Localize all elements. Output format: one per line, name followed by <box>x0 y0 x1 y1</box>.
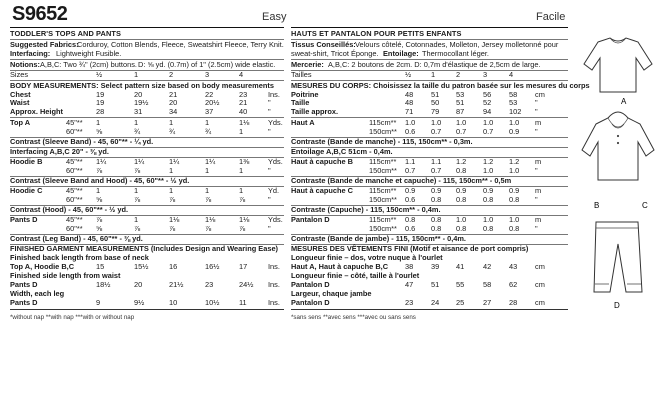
french-section <box>291 29 590 410</box>
body-row-label: Chest <box>10 89 31 99</box>
entoilage-label: Entoilage: <box>383 48 419 58</box>
yardage-value: 1.1 <box>405 156 416 166</box>
finished-caption: Finished side length from waist <box>10 270 121 280</box>
finished-value: 38 <box>405 262 414 271</box>
finished-value: 23 <box>405 297 414 307</box>
finished-row-label: Pantalon D <box>291 279 330 289</box>
yardage-value: 1.0 <box>483 215 494 225</box>
finished-value: 9 <box>96 297 101 307</box>
yardage-value: 1¼ <box>205 156 216 166</box>
garment-label: Top A <box>10 117 31 127</box>
notions-abc: A,B,C: Two ¾" (2cm) buttons. <box>40 59 137 69</box>
yardage-value: 1 <box>205 117 210 127</box>
yardage-value: 1.0 <box>405 117 416 127</box>
yardage-value: 1.0 <box>509 117 520 127</box>
body-row-value: 22 <box>205 89 214 99</box>
yardage-value: 1 <box>96 186 101 195</box>
finished-value: 58 <box>483 279 492 289</box>
finished-value: 62 <box>509 279 518 289</box>
yardage-value: 1.0 <box>483 165 494 175</box>
yardage-unit: Yd. <box>268 186 280 195</box>
fabric-width: 45"** <box>66 215 83 225</box>
body-row-label: Approx. Height <box>10 107 63 117</box>
fabrics-label: Suggested Fabrics: <box>10 40 79 49</box>
finished-row-label: Pants D <box>10 279 38 289</box>
level-english: Easy <box>262 11 287 23</box>
body-row-value: 51 <box>431 89 440 99</box>
yardage-unit: " <box>535 224 538 233</box>
fabric-width: 60"** <box>66 126 83 136</box>
interfacing-text: Lightweight Fusible. <box>56 48 122 58</box>
header-rule-fr <box>291 27 568 28</box>
fabric-width: 115cm** <box>369 156 397 166</box>
yardage-value: 1.2 <box>483 156 494 166</box>
fabric-width: 150cm** <box>369 165 397 175</box>
yardage-unit: " <box>268 126 271 136</box>
body-row-value: 87 <box>456 107 465 117</box>
body-row-value: 56 <box>483 89 492 99</box>
garment-label: Haut à capuche C <box>291 186 354 195</box>
yardage-rule <box>291 117 568 118</box>
body-row-value: 58 <box>509 89 518 99</box>
body-row-value: 19½ <box>134 98 149 108</box>
body-row-value: 94 <box>483 107 492 117</box>
yardage-value: 0.8 <box>431 215 442 225</box>
contrast-line: Contraste (Bande de manche et capuche) - 115, 150cm** - 0,5m <box>291 175 512 185</box>
yardage-value: 0.9 <box>431 186 442 195</box>
sizes-rule-top <box>291 70 568 71</box>
garment-label: Haut à capuche B <box>291 156 354 166</box>
sizes-label: Tailles <box>291 70 312 80</box>
body-row-value: 53 <box>456 89 465 99</box>
block-rule <box>291 215 568 216</box>
body-row-unit: " <box>535 98 538 108</box>
finished-value: 24½ <box>239 279 254 289</box>
finished-value: 28 <box>509 297 518 307</box>
hoodie-sketch <box>582 112 654 180</box>
finished-value: 20 <box>134 279 143 289</box>
yardage-value: 1 <box>239 165 244 175</box>
finished-value: 42 <box>483 262 492 271</box>
yardage-value: ¾ <box>134 126 141 136</box>
body-row-unit: " <box>535 107 538 117</box>
finished-value: 10 <box>169 297 178 307</box>
yardage-value: 1 <box>205 165 210 175</box>
yardage-value: ⅞ <box>96 215 103 225</box>
yardage-value: 1 <box>239 126 244 136</box>
contrast-line: Contraste (Capuche) - 115, 150cm** - 0,4m. <box>291 205 441 214</box>
size-col-0: ½ <box>405 70 412 80</box>
yardage-value: 0.8 <box>431 224 442 233</box>
size-col-1: 1 <box>134 70 139 80</box>
finished-value: 51 <box>431 279 440 289</box>
body-row-value: 19 <box>96 98 105 108</box>
yardage-value: 1¼ <box>96 156 107 166</box>
fabrics-label: Tissus Conseillés: <box>291 40 356 49</box>
fabric-width: 60"** <box>66 224 83 233</box>
notions-label: Notions: <box>10 59 40 69</box>
finished-row-label: Top A, Hoodie B,C <box>10 262 75 271</box>
yardage-value: 0.9 <box>456 186 467 195</box>
garment-label: Hoodie B <box>10 156 43 166</box>
yardage-value: 0.6 <box>405 224 416 233</box>
yardage-value: 1⅛ <box>239 215 250 225</box>
body-row-value: 50 <box>431 98 440 108</box>
body-row-value: 34 <box>169 107 178 117</box>
finished-value: 9½ <box>134 297 145 307</box>
finished-caption: Width, each leg <box>10 288 65 298</box>
body-row-value: 40 <box>239 107 248 117</box>
yardage-value: 0.8 <box>431 194 442 204</box>
yardage-value: 1⅜ <box>239 156 250 166</box>
finished-value: 16½ <box>205 262 220 271</box>
yardage-value: ⅞ <box>205 194 212 204</box>
garment-label: Pants D <box>10 215 38 225</box>
body-row-value: 21 <box>169 89 178 99</box>
entoilage-text: Thermocollant léger. <box>422 48 489 58</box>
yardage-unit: m <box>535 186 542 195</box>
body-measurements-header: MESURES DU CORPS: Choisissez la taille du patron basée sur les mesures du corps <box>291 80 590 90</box>
level-french: Facile <box>536 11 566 23</box>
bottom-rule <box>10 309 284 310</box>
yardage-unit: " <box>268 194 271 204</box>
yardage-value: 0.8 <box>456 194 467 204</box>
body-row-value: 23 <box>239 89 248 99</box>
yardage-unit: Yds. <box>268 156 283 166</box>
finished-value: 15 <box>96 262 105 271</box>
body-row-value: 51 <box>456 98 465 108</box>
label-c: C <box>642 201 648 210</box>
garment-label: Hoodie C <box>10 186 43 195</box>
bottom-rule <box>291 309 568 310</box>
yardage-value: ⅞ <box>169 194 176 204</box>
body-row-unit: Ins. <box>268 89 280 99</box>
finished-value: 16 <box>169 262 178 271</box>
finished-unit: Ins. <box>268 279 280 289</box>
yardage-value: 1.2 <box>509 156 520 166</box>
body-row-value: 31 <box>134 107 143 117</box>
top-a-sketch <box>584 38 652 92</box>
finished-unit: cm <box>535 297 545 307</box>
yardage-value: 1.2 <box>456 156 467 166</box>
yardage-value: 0.9 <box>509 186 520 195</box>
contrast-line: Contrast (Hood) - 45, 60"** - ½ yd. <box>10 205 129 214</box>
yardage-value: 0.9 <box>509 126 520 136</box>
mercerie-text: A,B,C: 2 boutons de 2cm. D: 0,7m d'élastique de 2,5cm de large. <box>328 59 541 69</box>
finished-value: 43 <box>509 262 518 271</box>
yardage-value: ⅞ <box>134 165 141 175</box>
yardage-value: 1.0 <box>509 165 520 175</box>
yardage-value: 1 <box>134 215 139 225</box>
yardage-value: ⅞ <box>96 165 103 175</box>
body-row-value: 48 <box>405 98 414 108</box>
yardage-unit: m <box>535 156 542 166</box>
yardage-value: 1.0 <box>509 215 520 225</box>
fabric-width: 60"** <box>66 165 83 175</box>
fabric-width: 45"** <box>66 156 83 166</box>
fabric-width: 150cm** <box>369 224 397 233</box>
english-section <box>10 30 286 410</box>
finished-unit: Ins. <box>268 297 280 307</box>
yardage-value: 1 <box>96 117 101 127</box>
fabric-width: 115cm** <box>369 215 397 225</box>
sizes-label: Sizes <box>10 70 29 80</box>
yardage-value: 0.7 <box>456 126 467 136</box>
yardage-value: 1 <box>134 186 139 195</box>
yardage-value: 0.6 <box>405 126 416 136</box>
yardage-value: 0.6 <box>405 194 416 204</box>
body-row-value: 53 <box>509 98 518 108</box>
body-row-value: 79 <box>431 107 440 117</box>
yardage-value: 1 <box>239 186 244 195</box>
yardage-unit: m <box>535 117 542 127</box>
finished-header: FINISHED GARMENT MEASUREMENTS (Includes Design and Wearing Ease) <box>10 244 279 254</box>
finished-value: 23 <box>205 279 214 289</box>
body-row-value: 19 <box>96 89 105 99</box>
fabric-width: 60"** <box>66 194 83 204</box>
yardage-value: 0.8 <box>509 224 520 233</box>
fabric-width: 150cm** <box>369 194 397 204</box>
size-col-4: 4 <box>509 70 514 80</box>
yardage-value: 1.0 <box>456 215 467 225</box>
finished-value: 11 <box>239 297 247 307</box>
finished-value: 25 <box>456 297 465 307</box>
mercerie-label: Mercerie: <box>291 59 324 69</box>
finished-unit: Ins. <box>268 262 280 271</box>
footnote: *without nap **with nap ***with or without nap <box>10 313 135 321</box>
finished-value: 17 <box>239 262 248 271</box>
body-row-value: 20 <box>169 98 178 108</box>
yardage-value: 1 <box>134 117 139 127</box>
size-col-3: 3 <box>205 70 210 80</box>
fabrics-text: Velours côtelé, Cotonnades, Molleton, Jersey molletonné pour <box>355 40 559 49</box>
yardage-value: 1 <box>205 186 210 195</box>
yardage-value: 0.7 <box>483 126 494 136</box>
body-row-label: Taille approx. <box>291 107 339 117</box>
size-col-1: 1 <box>431 70 436 80</box>
yardage-value: ⅞ <box>134 224 141 233</box>
body-row-unit: cm <box>535 89 545 99</box>
interfacing-label: Interfacing: <box>10 48 51 58</box>
contrast-line: Interfacing A,B,C 20" - ⅜ yd. <box>10 146 109 156</box>
body-row-unit: " <box>268 98 271 108</box>
yardage-unit: " <box>268 165 271 175</box>
yardage-value: 0.8 <box>456 165 467 175</box>
size-col-2: 2 <box>169 70 174 80</box>
fabrics-text: Corduroy, Cotton Blends, Fleece, Sweatshirt Fleece, Terry Knit. <box>77 40 284 49</box>
yardage-value: ⅝ <box>96 194 103 204</box>
yardage-value: 0.9 <box>483 186 494 195</box>
finished-value: 15½ <box>134 262 149 271</box>
section-title: HAUTS ET PANTALON POUR PETITS ENFANTS <box>291 29 462 38</box>
yardage-unit: Yds. <box>268 117 283 127</box>
pattern-number: S9652 <box>12 3 68 25</box>
contrast-line: Contraste (Bande de manche) - 115, 150cm** - 0,3m. <box>291 136 473 146</box>
yardage-value: ¾ <box>169 126 176 136</box>
finished-caption: Finished back length from base of neck <box>10 253 149 263</box>
finished-value: 10½ <box>205 297 220 307</box>
yardage-value: 0.8 <box>509 194 520 204</box>
yardage-value: 0.7 <box>431 126 442 136</box>
fabric-width: 115cm** <box>369 117 397 127</box>
finished-value: 47 <box>405 279 414 289</box>
yardage-unit: m <box>535 215 542 225</box>
yardage-unit: " <box>535 194 538 204</box>
yardage-value: 1⅛ <box>239 117 250 127</box>
finished-value: 55 <box>456 279 465 289</box>
finished-caption: Largeur, chaque jambe <box>291 288 372 298</box>
yardage-value: 0.9 <box>405 186 416 195</box>
yardage-value: 0.7 <box>431 165 442 175</box>
body-row-value: 71 <box>405 107 414 117</box>
garment-label: Haut A <box>291 117 315 127</box>
body-row-value: 48 <box>405 89 414 99</box>
yardage-value: 1 <box>169 165 174 175</box>
yardage-value: 1¼ <box>169 156 180 166</box>
yardage-value: 0.8 <box>483 224 494 233</box>
contrast-line: Contraste (Bande de jambe) - 115, 150cm** - 0,4m. <box>291 234 466 244</box>
yardage-value: ¾ <box>205 126 212 136</box>
fabric-width: 150cm** <box>369 126 397 136</box>
finished-row-label: Pantalon D <box>291 297 330 307</box>
finished-caption: Longueur finie – côté, taille à l'ourlet <box>291 270 420 280</box>
fabric-width: 45"** <box>66 186 83 195</box>
body-row-value: 37 <box>205 107 214 117</box>
size-col-4: 4 <box>239 70 244 80</box>
finished-value: 21½ <box>169 279 184 289</box>
section-title: TODDLER'S TOPS AND PANTS <box>10 29 122 38</box>
yardage-value: 1 <box>169 117 174 127</box>
notions-d: D: ⅝ yd. (0.7m) of 1" (2.5cm) wide elastic. <box>138 59 276 69</box>
garment-illustrations <box>574 32 662 312</box>
yardage-value: 1.1 <box>431 156 442 166</box>
body-row-value: 52 <box>483 98 492 108</box>
contrast-line: Contrast (Sleeve Band and Hood) - 45, 60"** - ½ yd. <box>10 175 190 185</box>
finished-value: 24 <box>431 297 440 307</box>
fabric-width: 45"** <box>66 117 83 127</box>
size-col-0: ½ <box>96 70 103 80</box>
yardage-value: ⅞ <box>134 194 141 204</box>
yardage-value: ⅞ <box>239 194 246 204</box>
yardage-value: 1.0 <box>456 117 467 127</box>
yardage-value: 0.8 <box>456 224 467 233</box>
body-row-value: 21 <box>239 98 248 108</box>
yardage-value: 1 <box>169 186 174 195</box>
yardage-unit: " <box>268 224 271 233</box>
body-row-label: Poitrine <box>291 89 319 99</box>
yardage-value: 1¼ <box>134 156 145 166</box>
label-b: B <box>594 201 600 210</box>
body-row-label: Taille <box>291 98 310 108</box>
yardage-value: 1⅛ <box>205 215 216 225</box>
contrast-line: Contrast (Sleeve Band) - 45, 60"** - ¼ yd. <box>10 136 154 146</box>
header-rule-en <box>10 27 284 28</box>
size-col-3: 3 <box>483 70 488 80</box>
yardage-value: 1⅛ <box>169 215 180 225</box>
footnote: *sans sens **avec sens ***avec ou sans sens <box>291 313 416 321</box>
body-row-value: 20 <box>134 89 143 99</box>
finished-row-label: Pants D <box>10 297 38 307</box>
body-row-value: 102 <box>509 107 522 117</box>
yardage-value: ⅞ <box>205 224 212 233</box>
finished-value: 41 <box>456 262 465 271</box>
finished-value: 18½ <box>96 279 111 289</box>
fabric-width: 115cm** <box>369 186 397 195</box>
yardage-unit: Yds. <box>268 215 283 225</box>
garment-label: Pantalon D <box>291 215 330 225</box>
contrast-line: Entoilage A,B,C 51cm - 0,4m. <box>291 146 393 156</box>
yardage-value: 1.0 <box>431 117 442 127</box>
yardage-unit: " <box>535 126 538 136</box>
fabrics-text-2: sweat-shirt, Tricot Éponge. <box>291 48 379 58</box>
body-row-value: 28 <box>96 107 105 117</box>
yardage-value: 0.8 <box>483 194 494 204</box>
label-d: D <box>614 301 620 310</box>
yardage-value: 0.7 <box>405 165 416 175</box>
contrast-line: Contrast (Leg Band) - 45, 60"** - ⅜ yd. <box>10 234 143 244</box>
label-a: A <box>621 97 627 106</box>
finished-value: 27 <box>483 297 492 307</box>
body-row-label: Waist <box>10 98 30 108</box>
finished-unit: cm <box>535 279 545 289</box>
yardage-value: 1.0 <box>483 117 494 127</box>
pants-d-sketch <box>594 222 642 292</box>
yardage-value: ⅝ <box>96 224 103 233</box>
yardage-value: 0.8 <box>405 215 416 225</box>
finished-value: 39 <box>431 262 440 271</box>
body-measurements-header: BODY MEASUREMENTS: Select pattern size based on body measurements <box>10 80 274 90</box>
finished-caption: Longueur finie – dos, votre nuque à l'ourlet <box>291 253 443 263</box>
body-row-unit: " <box>268 107 271 117</box>
yardage-value: ⅝ <box>96 126 103 136</box>
yardage-value: ⅞ <box>239 224 246 233</box>
yardage-value: ⅞ <box>169 224 176 233</box>
finished-row-label: Haut A, Haut à capuche B,C <box>291 262 389 271</box>
yardage-unit: " <box>535 165 538 175</box>
size-col-2: 2 <box>456 70 461 80</box>
finished-unit: cm <box>535 262 545 271</box>
body-row-value: 20½ <box>205 98 220 108</box>
finished-header: MESURES DES VÊTEMENTS FINI (Motif et aisance de port compris) <box>291 244 529 254</box>
